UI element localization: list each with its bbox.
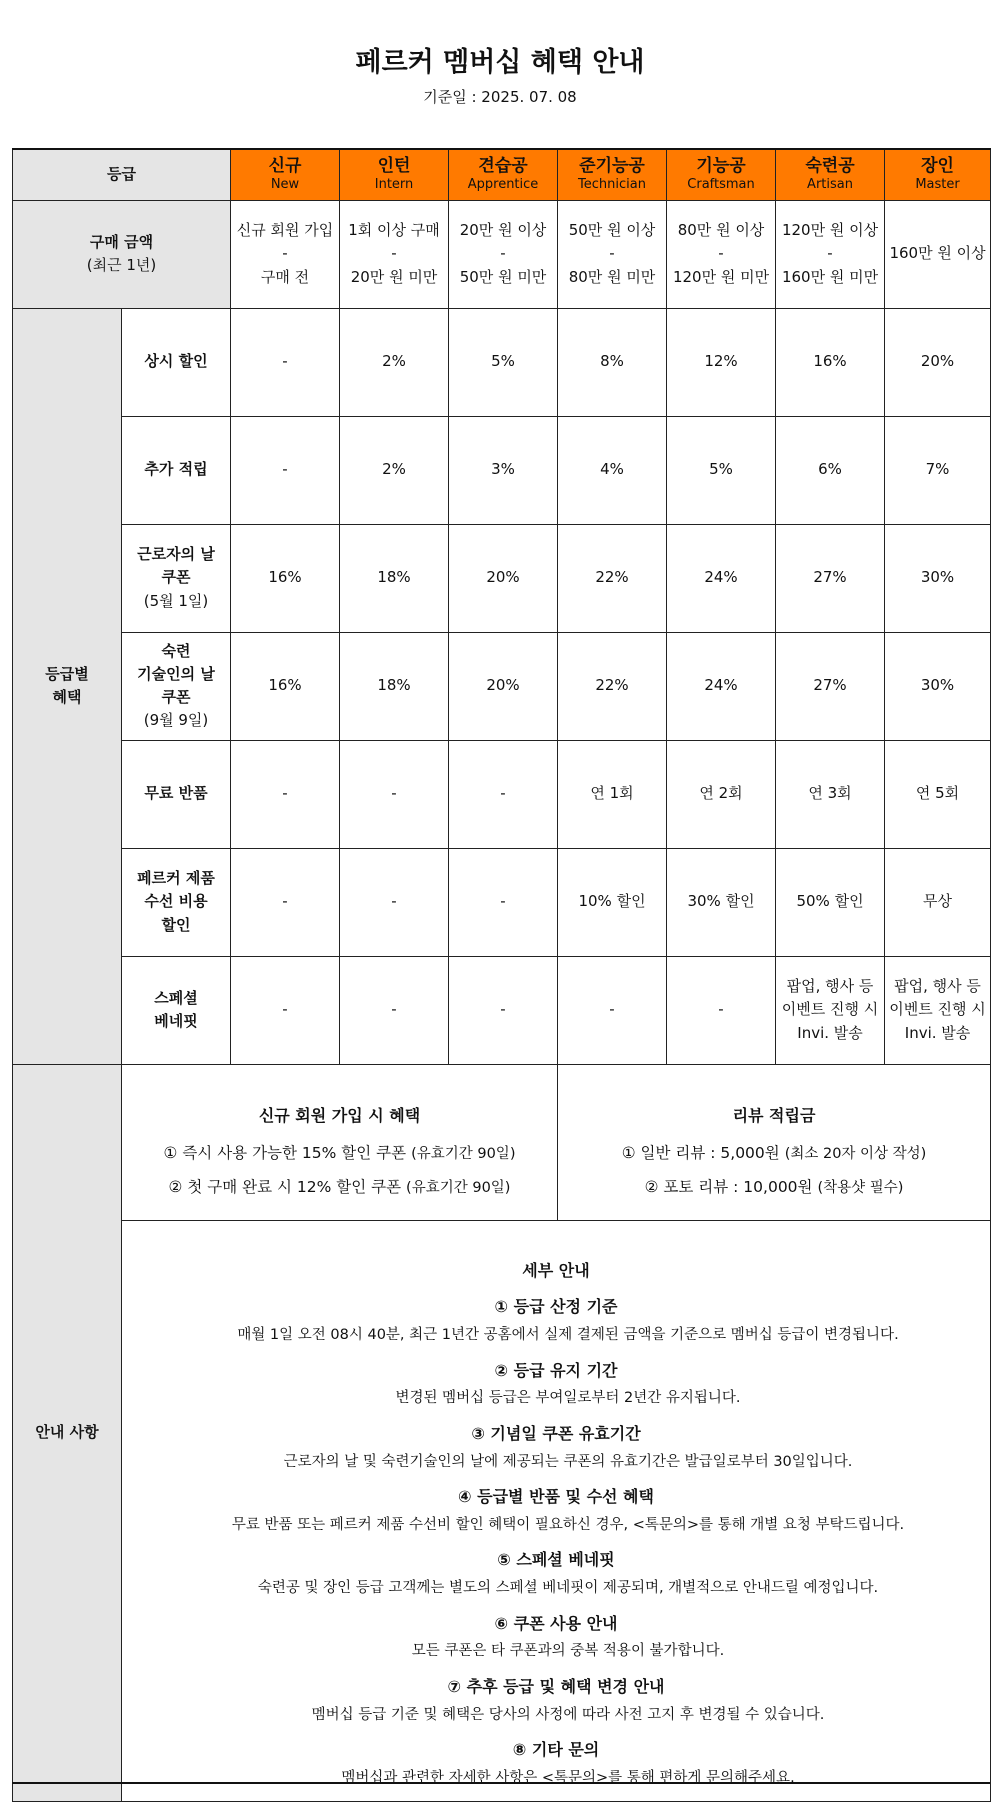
benefit-value (885, 956, 991, 1064)
details-row (13, 1220, 991, 1802)
details-item-heading: ④ 등급별 반품 및 수선 혜택 (458, 1487, 654, 1507)
benefit-value (449, 740, 558, 848)
tier-header (231, 149, 340, 200)
details-item-body: 변경된 멤버십 등급은 부여일로부터 2년간 유지됩니다. (395, 1390, 741, 1407)
benefit-label (122, 956, 231, 1064)
benefit-row (13, 416, 991, 524)
tier-name: 숙련공 (805, 155, 855, 176)
benefit-value-line: 연 2회 (699, 784, 743, 803)
benefit-value-line: 20% (486, 568, 520, 587)
benefits-group-cell (13, 308, 122, 1064)
benefit-value-line: - (609, 1000, 615, 1019)
benefit-value (885, 524, 991, 632)
benefit-value-line: Invi. 발송 (797, 1023, 863, 1042)
review-item (560, 1141, 988, 1165)
benefit-value (231, 848, 340, 956)
benefit-value (776, 740, 885, 848)
benefit-value-line: - (282, 352, 288, 371)
benefit-value (558, 632, 667, 740)
purchase-value-line: 80만 원 미만 (568, 267, 656, 286)
purchase-value (340, 200, 449, 308)
notice-label: 안내 사항 (35, 1423, 99, 1442)
details-item-body: 무료 반품 또는 페르커 제품 수선비 할인 혜택이 필요하신 경우, <톡문의>를 통해 개별 요청 부탁드립니다. (231, 1516, 905, 1533)
details-item-heading: ⑤ 스페셜 베네핏 (497, 1550, 615, 1570)
benefit-value-line: 16% (268, 568, 302, 587)
tier-name-en: Technician (578, 176, 646, 192)
benefits-group-label: 등급별 (45, 664, 89, 683)
benefit-value-line: 22% (595, 676, 629, 695)
benefit-label-line: 베네핏 (154, 1012, 198, 1030)
details-item-body: 근로자의 날 및 숙련기술인의 날에 제공되는 쿠폰의 유효기간은 발급일로부터 30일입니다. (283, 1453, 853, 1470)
benefit-value-line: 16% (813, 352, 847, 371)
tier-name: 인턴 (377, 155, 411, 176)
review-block (558, 1064, 991, 1220)
purchase-label-cell (13, 200, 231, 308)
benefit-value-line: 이벤트 진행 시 (781, 1000, 879, 1019)
benefit-label (122, 308, 231, 416)
review-item-text: ② 포토 리뷰 : 10,000원 (644, 1178, 818, 1197)
benefit-value (558, 416, 667, 524)
purchase-sub-label: (최근 1년) (86, 256, 157, 274)
purchase-value (558, 200, 667, 308)
signup-item-note: (유효기간 90일) (411, 1145, 516, 1162)
purchase-value-line: 160만 원 미만 (781, 267, 879, 286)
purchase-value-line: 50만 원 이상 (568, 221, 656, 240)
details-item-body: 모든 쿠폰은 타 쿠폰과의 중복 적용이 불가합니다. (411, 1643, 725, 1660)
benefit-value-line: - (500, 892, 506, 911)
details-item-body: 숙련공 및 장인 등급 고객께는 별도의 스페셜 베네핏이 제공되며, 개별적으로 안내드릴 예정입니다. (257, 1580, 879, 1597)
purchase-value (449, 200, 558, 308)
benefit-value-line: - (282, 892, 288, 911)
details-block (122, 1220, 991, 1802)
tier-name-en: New (270, 176, 300, 192)
details-item-heading: ② 등급 유지 기간 (494, 1360, 618, 1380)
benefit-label (122, 524, 231, 632)
purchase-value-line: - (718, 244, 724, 263)
tier-header (667, 149, 776, 200)
benefit-value (776, 956, 885, 1064)
details-item-heading: ⑧ 기타 문의 (512, 1740, 600, 1760)
purchase-value-line: 20만 원 이상 (459, 221, 547, 240)
purchase-value (667, 200, 776, 308)
purchase-value-line: 1회 이상 구매 (348, 221, 440, 240)
tier-header (885, 149, 991, 200)
details-item-heading: ① 등급 산정 기준 (494, 1297, 618, 1317)
benefit-value (667, 524, 776, 632)
benefit-label-sub: (5월 1일) (143, 591, 209, 610)
benefit-value-line: - (500, 784, 506, 803)
benefit-value (231, 632, 340, 740)
benefit-value-line: 10% 할인 (578, 892, 646, 911)
benefit-value-line: 7% (925, 460, 950, 479)
tier-name-en: Intern (374, 176, 414, 192)
benefit-value (558, 848, 667, 956)
benefit-value-line: 2% (382, 352, 406, 371)
benefit-value-line: 이벤트 진행 시 (889, 1000, 986, 1019)
signup-item-note: (유효기간 90일) (406, 1180, 511, 1197)
tier-name-en: Craftsman (687, 176, 755, 192)
benefit-label-line: 페르커 제품 (137, 869, 215, 888)
benefit-value-line: 팝업, 행사 등 (894, 977, 981, 996)
benefit-value (231, 740, 340, 848)
benefit-value (231, 308, 340, 416)
benefit-value-line: - (391, 784, 397, 803)
purchase-value-line: - (827, 244, 833, 263)
benefit-value (340, 848, 449, 956)
benefit-value (449, 956, 558, 1064)
benefit-row (13, 632, 991, 740)
page-title: 페르커 멤버십 혜택 안내 (355, 47, 645, 78)
notice-label-cell (13, 1064, 122, 1802)
benefit-value-line: - (282, 784, 288, 803)
review-item-text: ① 일반 리뷰 : 5,000원 (621, 1143, 785, 1162)
tier-header (776, 149, 885, 200)
benefit-value (667, 632, 776, 740)
membership-table (12, 148, 991, 1802)
grade-label: 등급 (107, 165, 136, 184)
details-item-body: 매월 1일 오전 08시 40분, 최근 1년간 공홈에서 실제 결제된 금액을 기준으로 멤버십 등급이 변경됩니다. (237, 1327, 899, 1344)
benefit-label (122, 416, 231, 524)
benefit-value (776, 848, 885, 956)
grade-label-cell (13, 149, 231, 200)
details-item-heading: ⑥ 쿠폰 사용 안내 (494, 1613, 618, 1633)
benefit-label (122, 740, 231, 848)
tier-name: 장인 (921, 155, 954, 176)
benefit-value (340, 956, 449, 1064)
benefit-label (122, 632, 231, 740)
tier-header (340, 149, 449, 200)
benefit-value (449, 632, 558, 740)
benefit-label-line: 숙련 (161, 641, 191, 660)
benefit-label-line: 쿠폰 (161, 568, 191, 587)
details-item-body: 멤버십 등급 기준 및 혜택은 당사의 사정에 따라 사전 고지 후 변경될 수 있습니다. (311, 1706, 825, 1723)
benefit-value-line: 20% (486, 676, 520, 695)
benefit-row (13, 956, 991, 1064)
benefit-value (667, 308, 776, 416)
bottom-rule (12, 1782, 990, 1784)
benefit-value-line: 연 5회 (915, 784, 960, 803)
tier-name-en: Master (915, 176, 960, 192)
benefit-row (13, 848, 991, 956)
benefit-label-line: 추가 적립 (144, 460, 208, 479)
purchase-label: 구매 금액 (89, 232, 154, 251)
benefit-value (449, 524, 558, 632)
purchase-value-line: 160만 원 이상 (889, 244, 986, 263)
benefit-value-line: 24% (704, 676, 738, 695)
tier-name-en: Artisan (807, 176, 853, 192)
benefit-value (667, 416, 776, 524)
benefit-value (558, 740, 667, 848)
benefit-value-line: - (391, 892, 397, 911)
benefit-value-line: 4% (600, 460, 624, 479)
benefit-value (558, 308, 667, 416)
purchase-value (231, 200, 340, 308)
benefit-row (13, 524, 991, 632)
benefit-label-line: 할인 (161, 915, 191, 934)
purchase-value-line: 120만 원 미만 (672, 267, 770, 286)
benefit-value-line: - (718, 1000, 724, 1019)
benefit-value (231, 524, 340, 632)
benefit-value-line: 연 3회 (808, 784, 852, 803)
tier-header-row (13, 149, 991, 200)
benefit-label-line: 수선 비용 (144, 892, 208, 911)
purchase-value-line: 신규 회원 가입 (236, 221, 334, 240)
benefit-value (449, 848, 558, 956)
benefit-value-line: - (391, 1000, 397, 1019)
review-item (560, 1175, 988, 1199)
benefit-label-sub: (9월 9일) (143, 711, 209, 730)
signup-item (124, 1175, 555, 1199)
benefit-value-line: 연 1회 (590, 784, 634, 803)
notice-row (13, 1064, 991, 1220)
benefit-value-line: Invi. 발송 (904, 1023, 971, 1042)
reference-date: 기준일 : 2025. 07. 08 (423, 88, 577, 106)
benefit-value-line: - (500, 1000, 506, 1019)
benefit-value-line: 27% (813, 568, 847, 587)
benefit-value-line: 3% (491, 460, 515, 479)
benefit-value (776, 416, 885, 524)
benefit-value-line: 30% (920, 676, 955, 695)
purchase-value-line: - (500, 244, 506, 263)
purchase-value-line: 20만 원 미만 (350, 267, 438, 286)
details-title: 세부 안내 (522, 1260, 590, 1280)
purchase-value-line: - (282, 244, 288, 263)
benefit-value (449, 308, 558, 416)
benefit-value-line: 22% (595, 568, 629, 587)
signup-title: 신규 회원 가입 시 혜택 (258, 1106, 421, 1126)
benefit-label-line: 쿠폰 (161, 688, 191, 706)
benefit-row (13, 308, 991, 416)
benefit-value (340, 308, 449, 416)
purchase-value-line: - (609, 244, 615, 263)
signup-block (122, 1064, 558, 1220)
benefit-value-line: 18% (377, 676, 411, 695)
benefit-value (885, 848, 991, 956)
benefit-value-line: 5% (491, 352, 515, 371)
benefit-value-line: 27% (813, 676, 847, 695)
benefit-label (122, 848, 231, 956)
benefit-value-line: 8% (600, 352, 624, 371)
review-title: 리뷰 적립금 (732, 1106, 816, 1126)
benefit-value-line: 50% 할인 (796, 892, 864, 911)
purchase-value-line: 구매 전 (260, 267, 310, 286)
benefit-value-line: - (282, 1000, 288, 1019)
benefit-value-line: 18% (377, 568, 411, 587)
benefit-label-line: 스페셜 (154, 988, 198, 1007)
benefit-value (667, 740, 776, 848)
review-item-note: (최소 20자 이상 작성) (784, 1145, 927, 1162)
purchase-value (885, 200, 991, 308)
tier-name: 준기능공 (579, 155, 645, 176)
benefit-value-line: - (282, 460, 288, 479)
benefit-value-line: 30% 할인 (687, 892, 755, 911)
review-item-note: (착용샷 필수) (817, 1180, 904, 1197)
signup-item-text: ① 즉시 사용 가능한 15% 할인 쿠폰 (163, 1143, 412, 1162)
benefit-value-line: 2% (382, 460, 406, 479)
benefit-value (558, 524, 667, 632)
tier-header (449, 149, 558, 200)
details-item-heading: ⑦ 추후 등급 및 혜택 변경 안내 (447, 1676, 665, 1696)
signup-item-text: ② 첫 구매 완료 시 12% 할인 쿠폰 (168, 1178, 407, 1197)
purchase-value (776, 200, 885, 308)
benefit-label-line: 근로자의 날 (137, 545, 215, 564)
benefits-group-label: 혜택 (52, 688, 82, 706)
details-item-heading: ③ 기념일 쿠폰 유효기간 (471, 1423, 641, 1443)
benefit-value (885, 740, 991, 848)
purchase-value-line: 80만 원 이상 (677, 221, 765, 240)
benefit-value (776, 632, 885, 740)
benefit-label-line: 상시 할인 (144, 352, 208, 371)
benefit-value (667, 956, 776, 1064)
tier-name: 기능공 (696, 155, 746, 176)
benefit-value-line: 20% (920, 352, 955, 371)
benefit-value-line: 5% (709, 460, 733, 479)
benefit-value-line: 24% (704, 568, 738, 587)
benefit-value (340, 416, 449, 524)
benefit-value-line: 6% (818, 460, 842, 479)
benefit-value-line: 팝업, 행사 등 (786, 977, 874, 996)
benefit-value (885, 308, 991, 416)
signup-item (124, 1141, 555, 1165)
benefit-label-line: 기술인의 날 (137, 664, 215, 683)
tier-name-en: Apprentice (467, 176, 539, 192)
benefit-value (667, 848, 776, 956)
benefit-value (885, 416, 991, 524)
benefit-value (340, 524, 449, 632)
benefit-value (776, 524, 885, 632)
benefit-value-line: 무상 (923, 892, 952, 911)
purchase-value-line: - (391, 244, 397, 263)
tier-name: 신규 (268, 155, 302, 176)
purchase-row (13, 200, 991, 308)
tier-header (558, 149, 667, 200)
purchase-value-line: 120만 원 이상 (781, 221, 879, 240)
benefit-row (13, 740, 991, 848)
benefit-value (231, 416, 340, 524)
benefit-value (340, 740, 449, 848)
benefit-value-line: 30% (920, 568, 955, 587)
tier-name: 견습공 (478, 155, 528, 176)
details-item-body: 멤버십과 관련한 자세한 사항은 <톡문의>를 통해 편하게 문의해주세요. (341, 1769, 795, 1786)
benefit-label-line: 무료 반품 (144, 784, 208, 803)
benefit-value (776, 308, 885, 416)
benefit-value (231, 956, 340, 1064)
benefit-value (449, 416, 558, 524)
benefit-value-line: 16% (268, 676, 302, 695)
benefit-value (340, 632, 449, 740)
benefit-value-line: 12% (704, 352, 738, 371)
benefit-value (558, 956, 667, 1064)
benefit-value (885, 632, 991, 740)
purchase-value-line: 50만 원 미만 (459, 267, 547, 286)
